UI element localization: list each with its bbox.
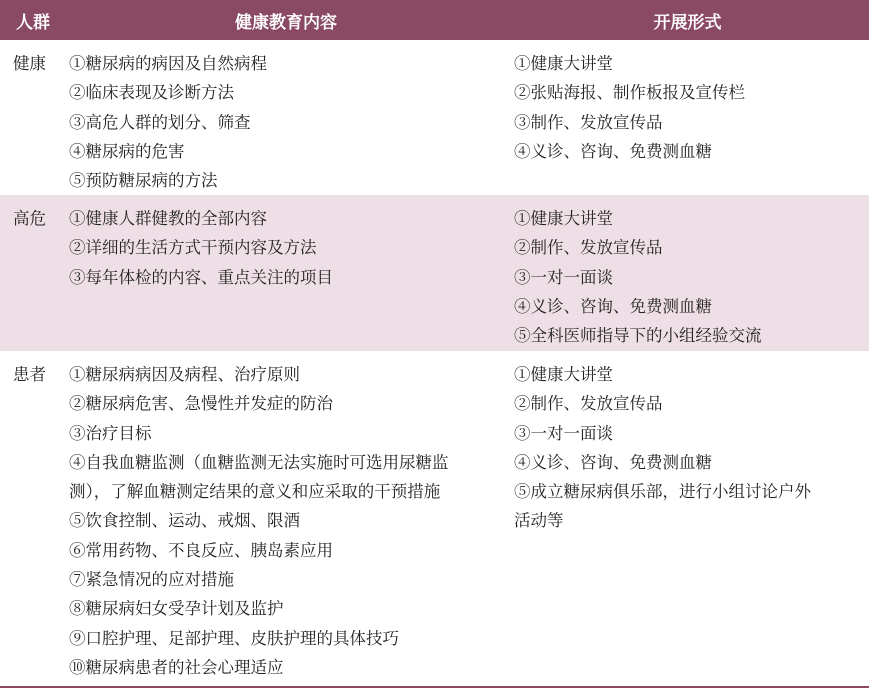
form-item: ④义诊、咨询、免费测血糖	[514, 141, 712, 161]
content-item: ③每年体检的内容、重点关注的项目	[69, 267, 333, 287]
header-form: 开展形式	[653, 12, 722, 33]
form-item: ①健康大讲堂	[514, 54, 613, 73]
content-item: ⑩糖尿病患者的社会心理适应	[69, 657, 284, 677]
header-content: 健康教育内容	[235, 12, 337, 33]
form-item: ③一对一面谈	[514, 423, 613, 443]
group-label: 高危	[13, 209, 46, 228]
content-cell	[66, 351, 514, 681]
group-cell	[0, 40, 66, 195]
content-item: ①糖尿病病因及病程、治疗原则	[69, 365, 300, 384]
group-cell	[0, 351, 66, 681]
table-row	[0, 40, 869, 195]
content-item: ②详细的生活方式干预内容及方法	[69, 238, 317, 258]
content-cell	[66, 40, 514, 195]
content-item: ⑦紧急情况的应对措施	[69, 570, 234, 590]
content-item: ③治疗目标	[69, 423, 152, 443]
content-item: 测），了解血糖测定结果的意义和应采取的干预措施	[69, 482, 441, 502]
header-group: 人群	[16, 12, 50, 33]
group-label: 健康	[13, 54, 46, 73]
form-cell	[514, 40, 869, 195]
table-row	[0, 195, 869, 351]
form-item: ④义诊、咨询、免费测血糖	[514, 452, 712, 472]
form-item: ①健康大讲堂	[514, 365, 613, 384]
content-item: ④自我血糖监测（血糖监测无法实施时可选用尿糖监	[69, 452, 449, 472]
form-cell	[514, 351, 869, 681]
content-item: ⑥常用药物、不良反应、胰岛素应用	[69, 540, 333, 560]
form-item: ⑤全科医师指导下的小组经验交流	[514, 326, 762, 346]
form-item: ④义诊、咨询、免费测血糖	[514, 296, 712, 316]
group-label: 患者	[13, 365, 46, 384]
form-item: ②制作、发放宣传品	[514, 238, 663, 258]
table-row	[0, 351, 869, 681]
form-item: ②张贴海报、制作板报及宣传栏	[514, 83, 745, 103]
content-item: ⑨口腔护理、足部护理、皮肤护理的具体技巧	[69, 628, 399, 648]
form-item: ②制作、发放宣传品	[514, 394, 663, 414]
table-header	[0, 0, 869, 40]
content-item: ②临床表现及诊断方法	[69, 83, 234, 103]
content-cell	[66, 195, 514, 351]
content-item: ①健康人群健教的全部内容	[69, 209, 267, 228]
content-item: ①糖尿病的病因及自然病程	[69, 54, 267, 73]
group-cell	[0, 195, 66, 351]
form-item: ③制作、发放宣传品	[514, 112, 663, 132]
content-item: ⑧糖尿病妇女受孕计划及监护	[69, 599, 284, 619]
content-item: ③高危人群的划分、筛查	[69, 112, 251, 132]
content-item: ④糖尿病的危害	[69, 141, 185, 161]
form-item: ①健康大讲堂	[514, 209, 613, 228]
form-item: ③一对一面谈	[514, 267, 613, 287]
content-item: ⑤饮食控制、运动、戒烟、限酒	[69, 511, 300, 531]
content-item: ②糖尿病危害、急慢性并发症的防治	[69, 394, 333, 414]
form-item: 活动等	[514, 511, 564, 531]
form-item: ⑤成立糖尿病俱乐部，进行小组讨论户外	[514, 482, 811, 502]
form-cell	[514, 195, 869, 351]
content-item: ⑤预防糖尿病的方法	[69, 171, 218, 191]
